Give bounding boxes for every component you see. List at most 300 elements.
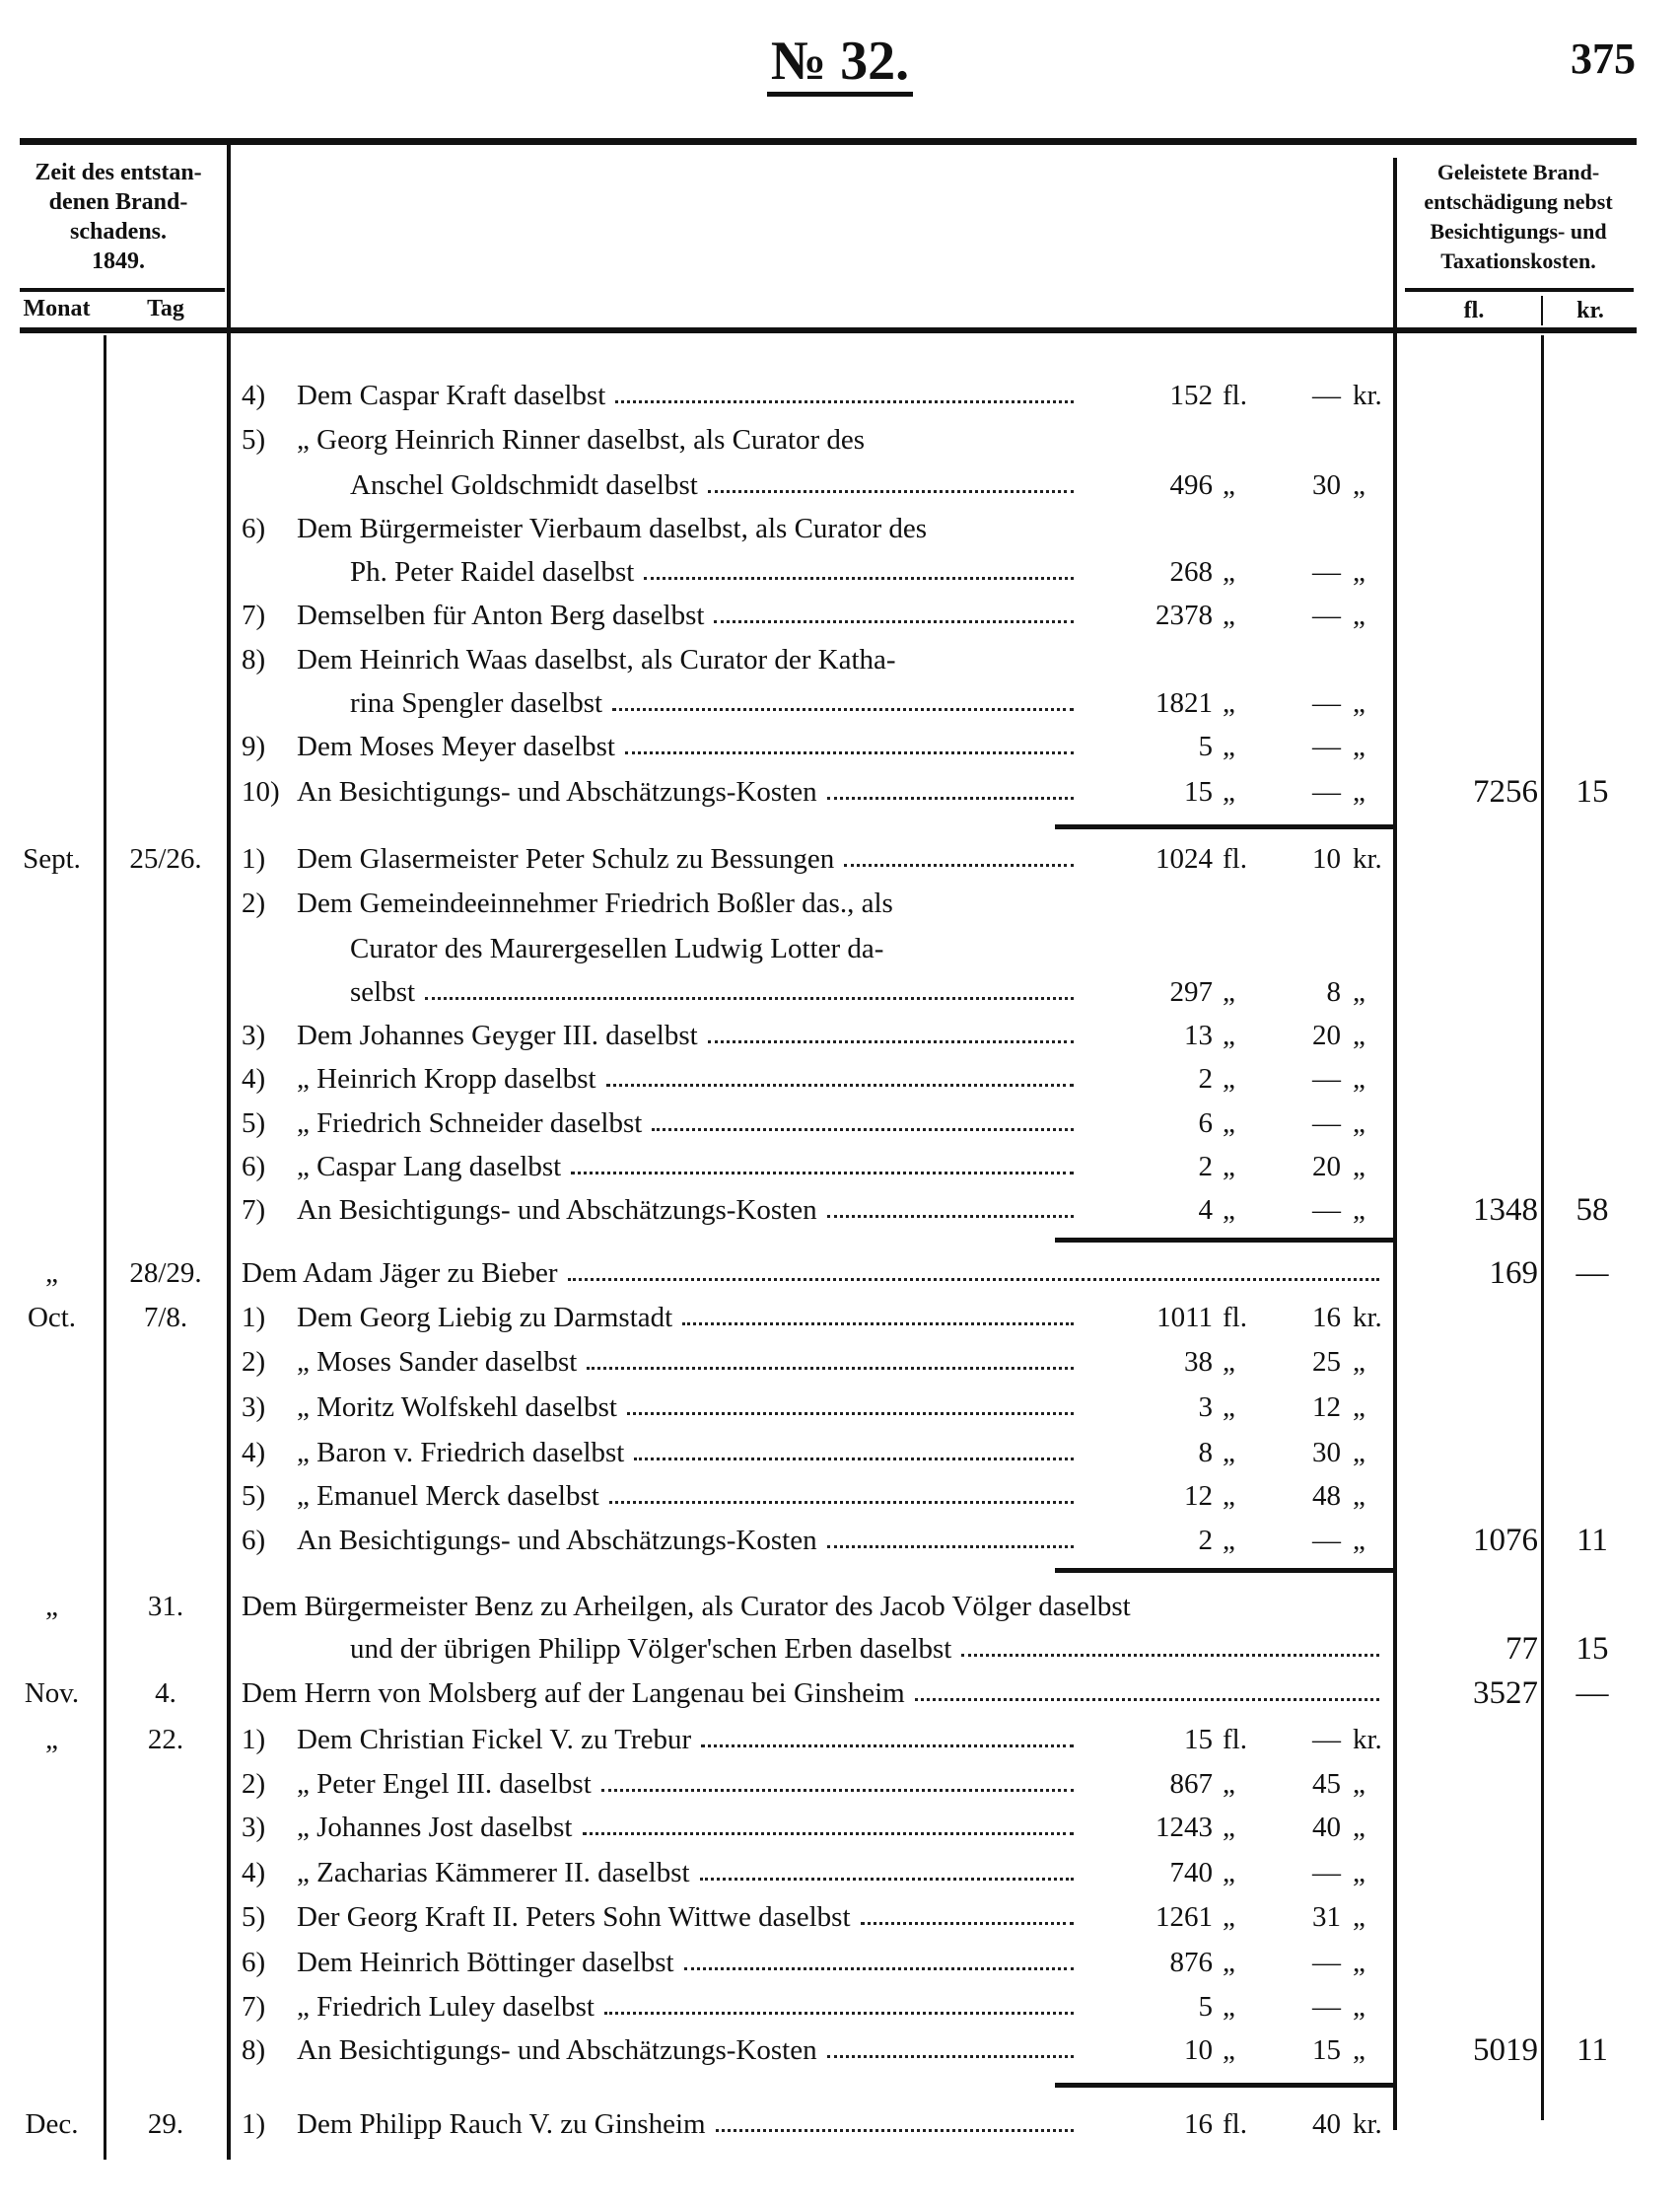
sum-rule xyxy=(1055,2083,1395,2088)
item-number: 4) xyxy=(242,380,266,411)
item-number: 7) xyxy=(242,1991,266,2023)
amount-fl: 876 xyxy=(1169,1947,1213,1978)
amount-kr: 8 xyxy=(1326,976,1341,1008)
amount-fl: 1024 xyxy=(1155,843,1213,875)
ledger-line xyxy=(0,2102,1680,2146)
item-number: 6) xyxy=(242,513,266,544)
ledger-line xyxy=(0,1672,1680,1715)
unit-fl: „ xyxy=(1223,1391,1235,1423)
entry-text: Demselben für Anton Berg daselbst xyxy=(297,600,705,631)
entry-text: „ Emanuel Merck daselbst xyxy=(297,1480,599,1512)
unit-fl: fl. xyxy=(1223,380,1247,411)
unit-fl: „ xyxy=(1223,1107,1235,1139)
entry-description xyxy=(242,2102,1080,2146)
unit-fl: „ xyxy=(1223,1947,1235,1978)
unit-kr: „ xyxy=(1353,1107,1365,1139)
unit-fl: „ xyxy=(1223,1991,1235,2023)
unit-kr: „ xyxy=(1353,1901,1365,1933)
entry-description xyxy=(242,463,1080,507)
unit-fl: „ xyxy=(1223,600,1235,631)
entry-description xyxy=(242,507,1080,550)
entry-description xyxy=(242,1806,1080,1849)
entry-description xyxy=(242,1251,1385,1295)
entry-description xyxy=(242,882,1080,925)
dot-leader xyxy=(601,1762,1074,1792)
entry-text: Dem Adam Jäger zu Bieber xyxy=(242,1257,558,1289)
unit-fl: „ xyxy=(1223,687,1235,719)
amount-kr: — xyxy=(1312,1991,1341,2023)
entry-description xyxy=(242,1474,1080,1518)
entry-text: „ Johannes Jost daselbst xyxy=(297,1812,573,1843)
total-kr: 15 xyxy=(1575,774,1609,810)
ledger-line xyxy=(0,837,1680,881)
entry-text: Dem Heinrich Böttinger daselbst xyxy=(297,1947,674,1978)
entry-text: Anschel Goldschmidt daselbst xyxy=(350,469,698,501)
document-number-text: № 32. xyxy=(767,31,913,97)
amount-kr: 30 xyxy=(1312,1437,1341,1468)
item-number: 9) xyxy=(242,731,266,762)
unit-kr: „ xyxy=(1353,1768,1365,1800)
entry-text: Dem Georg Liebig zu Darmstadt xyxy=(297,1302,673,1333)
item-number: 6) xyxy=(242,1947,266,1978)
ledger-line xyxy=(0,1941,1680,1984)
entry-description xyxy=(242,1895,1080,1939)
amount-fl: 4 xyxy=(1198,1194,1213,1226)
ledger-line xyxy=(0,1102,1680,1145)
amount-kr: — xyxy=(1312,1063,1341,1095)
amount-fl: 38 xyxy=(1184,1346,1213,1378)
unit-kr: „ xyxy=(1353,731,1365,762)
amount-kr: — xyxy=(1312,1525,1341,1556)
ledger-line xyxy=(0,1386,1680,1429)
ledger-line xyxy=(0,770,1680,814)
amount-kr: 48 xyxy=(1312,1480,1341,1512)
entry-description xyxy=(242,837,1080,881)
header-line: Taxationskosten. xyxy=(1440,249,1596,273)
entry-month: Nov. xyxy=(24,1677,80,1709)
ledger-line xyxy=(0,1474,1680,1518)
header-fl-kr-divider xyxy=(1541,296,1543,325)
amount-fl: 867 xyxy=(1169,1768,1213,1800)
total-kr: — xyxy=(1575,1255,1609,1291)
page-number: 375 xyxy=(1571,35,1636,83)
amount-fl: 3 xyxy=(1198,1391,1213,1423)
header-line: schadens. xyxy=(69,219,168,245)
amount-fl: 1821 xyxy=(1155,687,1213,719)
unit-fl: fl. xyxy=(1223,2108,1247,2140)
amount-kr: — xyxy=(1312,600,1341,631)
unit-fl: fl. xyxy=(1223,1302,1247,1333)
entry-text: „ Caspar Lang daselbst xyxy=(297,1151,562,1182)
kr-header: kr. xyxy=(1576,298,1604,323)
entry-text: An Besichtigungs- und Abschätzungs-Kosten xyxy=(297,2034,817,2066)
header-line: Zeit des entstan- xyxy=(35,160,202,185)
unit-fl: „ xyxy=(1223,1812,1235,1843)
amount-kr: 20 xyxy=(1312,1151,1341,1182)
unit-kr: „ xyxy=(1353,1063,1365,1095)
amount-fl: 1011 xyxy=(1156,1302,1213,1333)
dot-leader xyxy=(827,2028,1074,2058)
amount-fl: 15 xyxy=(1184,1724,1213,1755)
item-number: 2) xyxy=(242,1768,266,1800)
entry-text: An Besichtigungs- und Abschätzungs-Kosten xyxy=(297,1525,817,1556)
entry-month: „ xyxy=(45,1257,58,1289)
amount-fl: 1261 xyxy=(1155,1901,1213,1933)
ledger-line xyxy=(0,681,1680,725)
unit-kr: „ xyxy=(1353,687,1365,719)
entry-description xyxy=(242,725,1080,768)
entry-text: „ Baron v. Friedrich daselbst xyxy=(297,1437,625,1468)
entry-text: Dem Glasermeister Peter Schulz zu Bessungen xyxy=(297,843,835,875)
unit-kr: kr. xyxy=(1353,1724,1382,1755)
entry-description xyxy=(242,1718,1080,1761)
unit-kr: „ xyxy=(1353,2034,1365,2066)
top-rule xyxy=(20,138,1637,145)
unit-kr: „ xyxy=(1353,776,1365,808)
amount-kr: 25 xyxy=(1312,1346,1341,1378)
entry-description xyxy=(242,1057,1080,1101)
dot-leader xyxy=(682,1296,1074,1325)
item-number: 10) xyxy=(242,776,280,808)
entry-description xyxy=(242,1585,1385,1628)
dot-leader xyxy=(684,1941,1074,1970)
unit-kr: „ xyxy=(1353,1194,1365,1226)
right-subheader-rule xyxy=(1405,288,1634,292)
unit-fl: „ xyxy=(1223,1857,1235,1888)
sum-rule xyxy=(1055,824,1395,829)
unit-kr: „ xyxy=(1353,1947,1365,1978)
unit-kr: „ xyxy=(1353,1812,1365,1843)
dot-leader xyxy=(612,681,1074,711)
amount-fl: 15 xyxy=(1184,776,1213,808)
unit-fl: fl. xyxy=(1223,843,1247,875)
unit-kr: „ xyxy=(1353,1020,1365,1051)
header-line: Geleistete Brand- xyxy=(1436,160,1600,184)
day-header: Tag xyxy=(147,296,184,321)
unit-fl: „ xyxy=(1223,1480,1235,1512)
unit-kr: „ xyxy=(1353,976,1365,1008)
entry-day: 4. xyxy=(155,1677,176,1709)
document-number xyxy=(0,30,1680,93)
header-line: entschädigung nebst xyxy=(1424,189,1613,214)
dot-leader xyxy=(425,970,1074,1000)
ledger-line xyxy=(0,1431,1680,1474)
amount-kr: — xyxy=(1312,1194,1341,1226)
unit-fl: fl. xyxy=(1223,1724,1247,1755)
entry-description xyxy=(242,1014,1080,1057)
ledger-line xyxy=(0,1806,1680,1849)
entry-description xyxy=(242,418,1080,462)
entry-day: 29. xyxy=(147,2108,184,2140)
total-fl: 169 xyxy=(1489,1255,1538,1291)
unit-fl: „ xyxy=(1223,1768,1235,1800)
amount-fl: 740 xyxy=(1169,1857,1213,1888)
amount-fl: 268 xyxy=(1169,556,1213,588)
amount-fl: 5 xyxy=(1198,1991,1213,2023)
entry-text: Dem Bürgermeister Benz zu Arheilgen, als Curator des Jacob Völger daselbst xyxy=(242,1591,1131,1622)
item-number: 5) xyxy=(242,424,266,456)
amount-fl: 10 xyxy=(1184,2034,1213,2066)
amount-fl: 6 xyxy=(1198,1107,1213,1139)
dot-leader xyxy=(716,2102,1074,2132)
dot-leader xyxy=(701,1718,1074,1747)
dot-leader xyxy=(714,594,1074,623)
entry-description xyxy=(242,1941,1080,1984)
header-line: 1849. xyxy=(92,249,145,274)
entry-text: „ Georg Heinrich Rinner daselbst, als Curator des xyxy=(297,424,866,456)
total-fl: 7256 xyxy=(1473,774,1538,810)
unit-kr: kr. xyxy=(1353,1302,1382,1333)
entry-description xyxy=(242,2028,1080,2072)
unit-kr: kr. xyxy=(1353,380,1382,411)
unit-kr: „ xyxy=(1353,1525,1365,1556)
item-number: 1) xyxy=(242,843,266,875)
unit-fl: „ xyxy=(1223,2034,1235,2066)
entry-text: Dem Moses Meyer daselbst xyxy=(297,731,615,762)
total-kr: 11 xyxy=(1576,1523,1608,1558)
unit-kr: „ xyxy=(1353,1346,1365,1378)
ledger-line xyxy=(0,1585,1680,1628)
entry-text: An Besichtigungs- und Abschätzungs-Kosten xyxy=(297,776,817,808)
amount-fl: 2 xyxy=(1198,1525,1213,1556)
unit-fl: „ xyxy=(1223,1437,1235,1468)
item-number: 6) xyxy=(242,1151,266,1182)
entry-description xyxy=(242,1985,1080,2028)
ledger-line xyxy=(0,1188,1680,1232)
amount-kr: 15 xyxy=(1312,2034,1341,2066)
item-number: 7) xyxy=(242,600,266,631)
dot-leader xyxy=(644,550,1074,580)
ledger-line xyxy=(0,882,1680,925)
ledger-line xyxy=(0,927,1680,970)
unit-fl: „ xyxy=(1223,976,1235,1008)
amount-kr: — xyxy=(1312,776,1341,808)
ledger-line xyxy=(0,374,1680,417)
amount-kr: 12 xyxy=(1312,1391,1341,1423)
total-fl: 1348 xyxy=(1473,1192,1538,1228)
item-number: 5) xyxy=(242,1107,266,1139)
unit-fl: „ xyxy=(1223,1063,1235,1095)
month-header: Monat xyxy=(23,296,91,321)
amount-kr: 16 xyxy=(1312,1302,1341,1333)
dot-leader xyxy=(634,1431,1074,1460)
unit-fl: „ xyxy=(1223,1194,1235,1226)
entry-month: Oct. xyxy=(27,1302,77,1333)
entry-text: Dem Herrn von Molsberg auf der Langenau bei Ginsheim xyxy=(242,1677,905,1709)
total-fl: 1076 xyxy=(1473,1523,1538,1558)
amount-fl: 496 xyxy=(1169,469,1213,501)
unit-fl: „ xyxy=(1223,1020,1235,1051)
entry-day: 7/8. xyxy=(143,1302,188,1333)
ledger-line xyxy=(0,2028,1680,2072)
amount-kr: — xyxy=(1312,731,1341,762)
unit-kr: „ xyxy=(1353,1391,1365,1423)
ledger-line xyxy=(0,1340,1680,1384)
entry-description xyxy=(242,927,1080,970)
amount-kr: — xyxy=(1312,1857,1341,1888)
ledger-line xyxy=(0,970,1680,1014)
amount-fl: 16 xyxy=(1184,2108,1213,2140)
dot-leader xyxy=(568,1251,1379,1281)
amount-kr: 30 xyxy=(1312,469,1341,501)
entry-description xyxy=(242,1340,1080,1384)
unit-kr: „ xyxy=(1353,1151,1365,1182)
entry-text: „ Friedrich Schneider daselbst xyxy=(297,1107,643,1139)
entry-description xyxy=(242,1386,1080,1429)
entry-description xyxy=(242,681,1080,725)
dot-leader xyxy=(615,374,1074,403)
total-fl: 77 xyxy=(1505,1631,1538,1667)
ledger-line xyxy=(0,1251,1680,1295)
amount-kr: 31 xyxy=(1312,1901,1341,1933)
ledger-line xyxy=(0,1014,1680,1057)
entry-text: „ Zacharias Kämmerer II. daselbst xyxy=(297,1857,690,1888)
item-number: 5) xyxy=(242,1480,266,1512)
dot-leader xyxy=(700,1851,1074,1881)
dot-leader xyxy=(961,1627,1379,1657)
ledger-line xyxy=(0,550,1680,594)
unit-kr: kr. xyxy=(1353,2108,1382,2140)
entry-text: An Besichtigungs- und Abschätzungs-Kosten xyxy=(297,1194,817,1226)
entry-text: „ Friedrich Luley daselbst xyxy=(297,1991,595,2023)
unit-kr: „ xyxy=(1353,600,1365,631)
dot-leader xyxy=(604,1985,1074,2015)
entry-day: 31. xyxy=(147,1591,184,1622)
amount-fl: 2 xyxy=(1198,1063,1213,1095)
ledger-line xyxy=(0,638,1680,681)
dot-leader xyxy=(609,1474,1074,1504)
amount-kr: 40 xyxy=(1312,2108,1341,2140)
entry-description xyxy=(242,374,1080,417)
entry-text: „ Moses Sander daselbst xyxy=(297,1346,578,1378)
total-kr: 58 xyxy=(1575,1192,1609,1228)
entry-text: Dem Caspar Kraft daselbst xyxy=(297,380,606,411)
item-number: 7) xyxy=(242,1194,266,1226)
item-number: 4) xyxy=(242,1857,266,1888)
entry-day: 25/26. xyxy=(129,843,202,875)
amount-kr: 10 xyxy=(1312,843,1341,875)
sum-rule xyxy=(1055,1568,1395,1573)
unit-fl: „ xyxy=(1223,469,1235,501)
ledger-line xyxy=(0,1519,1680,1562)
entry-description xyxy=(242,1102,1080,1145)
entry-description xyxy=(242,1431,1080,1474)
amount-kr: — xyxy=(1312,687,1341,719)
entry-description xyxy=(242,638,1080,681)
sum-rule xyxy=(1055,1238,1395,1243)
amount-kr: — xyxy=(1312,1947,1341,1978)
amount-kr: 45 xyxy=(1312,1768,1341,1800)
entry-text: Dem Bürgermeister Vierbaum daselbst, als Curator des xyxy=(297,513,928,544)
ledger-line xyxy=(0,418,1680,462)
entry-text: Dem Christian Fickel V. zu Trebur xyxy=(297,1724,692,1755)
dot-leader xyxy=(625,725,1074,754)
unit-fl: „ xyxy=(1223,556,1235,588)
amount-fl: 12 xyxy=(1184,1480,1213,1512)
item-number: 1) xyxy=(242,1302,266,1333)
header-line: denen Brand- xyxy=(48,189,188,215)
item-number: 2) xyxy=(242,1346,266,1378)
dot-leader xyxy=(587,1340,1074,1370)
dot-leader xyxy=(606,1057,1074,1087)
unit-kr: „ xyxy=(1353,1991,1365,2023)
item-number: 6) xyxy=(242,1525,266,1556)
dot-leader xyxy=(861,1895,1074,1925)
unit-kr: „ xyxy=(1353,1857,1365,1888)
ledger-line xyxy=(0,1985,1680,2028)
ledger-line xyxy=(0,507,1680,550)
dot-leader xyxy=(708,463,1074,493)
unit-kr: „ xyxy=(1353,556,1365,588)
entry-text: Dem Johannes Geyger III. daselbst xyxy=(297,1020,698,1051)
item-number: 1) xyxy=(242,2108,266,2140)
entry-description xyxy=(242,1188,1080,1232)
amount-fl: 2 xyxy=(1198,1151,1213,1182)
unit-fl: „ xyxy=(1223,731,1235,762)
entry-description xyxy=(242,550,1080,594)
item-number: 3) xyxy=(242,1391,266,1423)
dot-leader xyxy=(708,1014,1074,1043)
entry-text: Der Georg Kraft II. Peters Sohn Wittwe daselbst xyxy=(297,1901,851,1933)
amount-fl: 297 xyxy=(1169,976,1213,1008)
entry-text: Curator des Maurergesellen Ludwig Lotter da- xyxy=(350,933,884,964)
entry-text: Dem Heinrich Waas daselbst, als Curator der Katha- xyxy=(297,644,896,676)
ledger-line xyxy=(0,1718,1680,1761)
amount-fl: 8 xyxy=(1198,1437,1213,1468)
time-column-header xyxy=(10,158,227,276)
total-kr: 11 xyxy=(1576,2032,1608,2068)
item-number: 2) xyxy=(242,888,266,919)
entry-text: Ph. Peter Raidel daselbst xyxy=(350,556,635,588)
dot-leader xyxy=(827,770,1074,800)
ledger-line xyxy=(0,463,1680,507)
ledger-line xyxy=(0,1762,1680,1806)
unit-kr: „ xyxy=(1353,469,1365,501)
unit-fl: „ xyxy=(1223,1151,1235,1182)
ledger-line xyxy=(0,1296,1680,1339)
entry-description xyxy=(242,1627,1385,1671)
dot-leader xyxy=(827,1188,1074,1218)
ledger-line xyxy=(0,725,1680,768)
entry-description xyxy=(242,1851,1080,1894)
amount-fl: 13 xyxy=(1184,1020,1213,1051)
entry-text: Dem Gemeindeeinnehmer Friedrich Boßler das., als xyxy=(297,888,893,919)
ledger-line xyxy=(0,1145,1680,1188)
amount-fl: 152 xyxy=(1169,380,1213,411)
entry-month: „ xyxy=(45,1724,58,1755)
entry-day: 28/29. xyxy=(129,1257,202,1289)
entry-text: „ Moritz Wolfskehl daselbst xyxy=(297,1391,617,1423)
entry-text: rina Spengler daselbst xyxy=(350,687,603,719)
entry-description xyxy=(242,1145,1080,1188)
unit-fl: „ xyxy=(1223,776,1235,808)
ledger-line xyxy=(0,594,1680,637)
item-number: 1) xyxy=(242,1724,266,1755)
entry-description xyxy=(242,770,1080,814)
unit-fl: „ xyxy=(1223,1346,1235,1378)
dot-leader xyxy=(627,1386,1074,1415)
amount-kr: — xyxy=(1312,380,1341,411)
total-fl: 5019 xyxy=(1473,2032,1538,2068)
dot-leader xyxy=(652,1102,1074,1131)
entry-text: Dem Philipp Rauch V. zu Ginsheim xyxy=(297,2108,706,2140)
item-number: 8) xyxy=(242,2034,266,2066)
entry-day: 22. xyxy=(147,1724,184,1755)
item-number: 4) xyxy=(242,1063,266,1095)
ledger-line xyxy=(0,1895,1680,1939)
entry-month: Sept. xyxy=(23,843,81,875)
entry-description xyxy=(242,1519,1080,1562)
